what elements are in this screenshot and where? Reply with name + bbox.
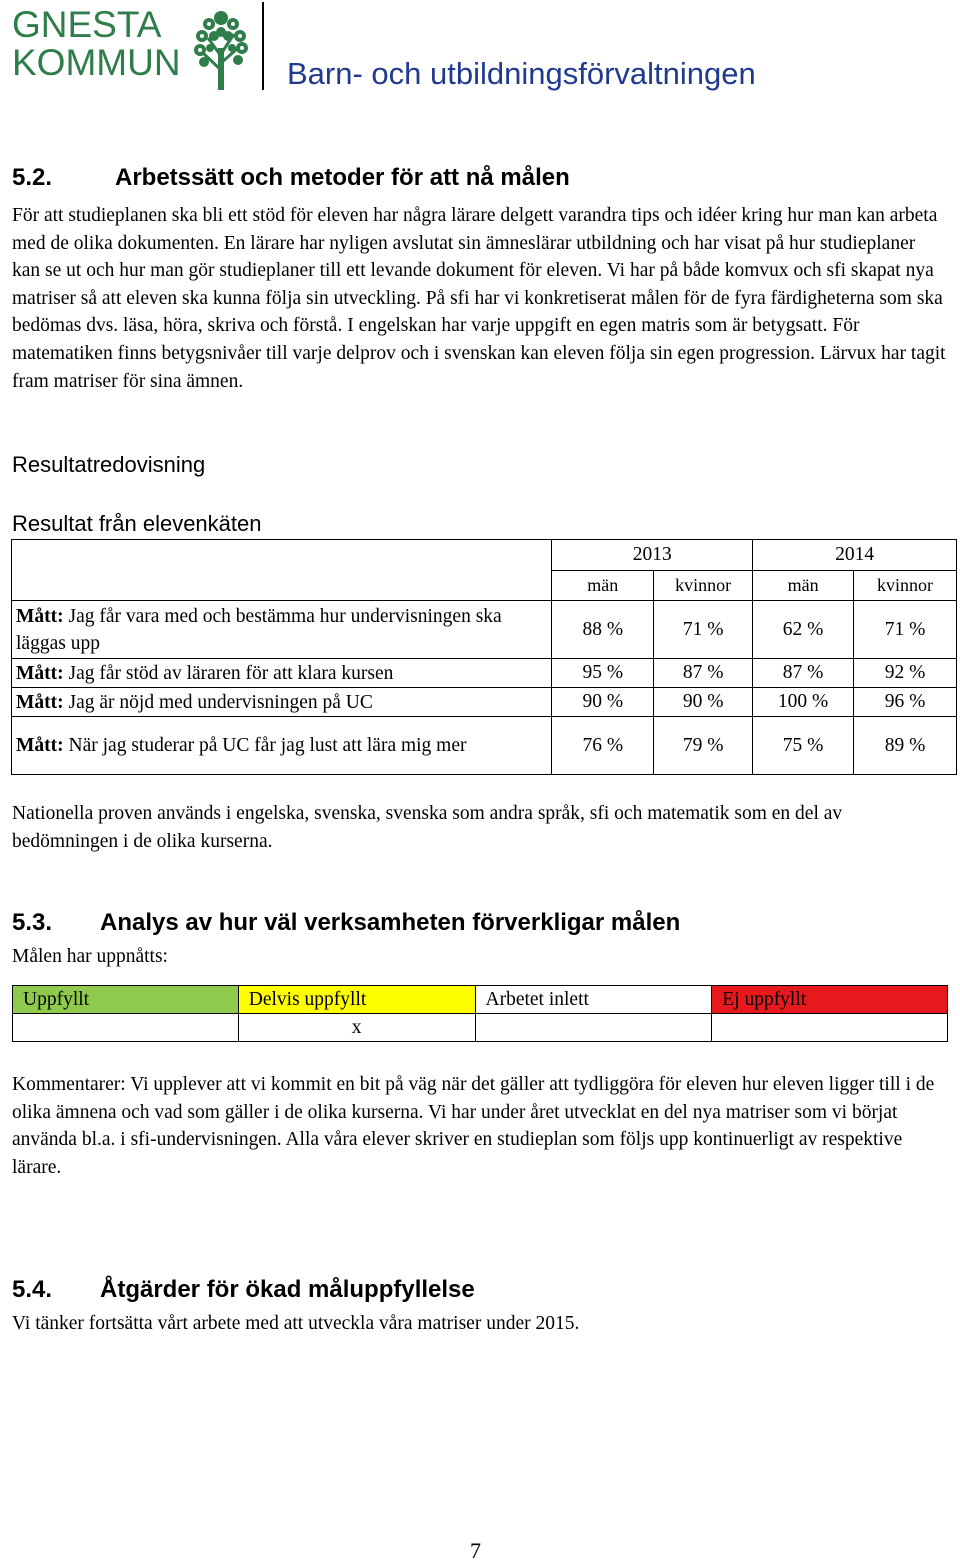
subheader-cell: män: [552, 571, 654, 601]
section-title: Analys av hur väl verksamheten förverkligar målen: [100, 909, 681, 936]
status-mark-cell: x: [238, 1014, 475, 1042]
measure-prefix: Mått:: [16, 691, 64, 713]
value-cell: 87 %: [654, 659, 753, 688]
subheader-cell: kvinnor: [654, 571, 753, 601]
measure-prefix: Mått:: [16, 662, 64, 684]
national-tests-note: Nationella proven används i engelska, svenska, svenska som andra språk, sfi och matematik som en del av bedömningen i de olika kurserna.: [12, 803, 843, 852]
table-row: [12, 717, 957, 775]
question-cell: [12, 717, 552, 775]
value-cell: 90 %: [654, 688, 753, 717]
table-subheader-row: [12, 571, 957, 601]
section-number: 5.3.: [12, 909, 53, 936]
section-5-2-heading: [12, 164, 570, 192]
goals-intro: Målen har uppnåtts:: [12, 946, 168, 967]
question-cell: [12, 688, 552, 717]
survey-results-table: [11, 539, 957, 775]
year-header: 2013: [552, 540, 753, 571]
question-text: Jag är nöjd med undervisningen på UC: [68, 691, 373, 713]
survey-subheading: Resultat från elevenkäten: [12, 511, 262, 536]
page-number: 7: [470, 1538, 481, 1563]
section-5-4-body: Vi tänker fortsätta vårt arbete med att utveckla våra matriser under 2015.: [12, 1313, 580, 1334]
measure-prefix: Mått:: [16, 735, 64, 756]
status-mark-cell: [475, 1014, 712, 1042]
table-row: [12, 601, 957, 659]
question-text: Jag får stöd av läraren för att klara kursen: [68, 662, 394, 684]
value-cell: 75 %: [753, 717, 854, 775]
section-5-3-heading: [12, 909, 680, 937]
subheader-empty-cell: [12, 571, 552, 601]
tree-icon: [194, 8, 248, 90]
question-cell: [12, 601, 552, 659]
value-cell: 92 %: [854, 659, 957, 688]
table-header-row: [12, 540, 957, 571]
question-text: Jag får vara med och bestämma hur undervisningen ska läggas upp: [16, 605, 502, 654]
value-cell: 76 %: [552, 717, 654, 775]
status-mark-row: [13, 1014, 948, 1042]
status-mark-cell: [712, 1014, 948, 1042]
header-divider: [262, 2, 264, 90]
section-number: 5.4.: [12, 1276, 53, 1303]
logo-line-2: KOMMUN: [12, 42, 181, 83]
header-empty-cell: [12, 540, 552, 571]
status-fulfilled: Uppfyllt: [13, 986, 239, 1014]
value-cell: 90 %: [552, 688, 654, 717]
department-title: Barn- och utbildningsförvaltningen: [287, 56, 756, 91]
table-row: [12, 659, 957, 688]
question-cell: [12, 659, 552, 688]
status-not-fulfilled: Ej uppfyllt: [712, 986, 948, 1014]
table-row: [12, 688, 957, 717]
section-5-3-comment: Kommentarer: Vi upplever att vi kommit en bit på väg när det gäller att tydliggöra för eleven hur eleven ligger till i de olika ämnena och vad som gäller i de olika kurserna. Vi har under året utvecklat en del nya matriser som vi börjat använda bl.a. i sfi-undervisningen. Alla våra elever skriver en studieplan som följs upp kontinuerligt av respektive lärare.: [12, 1074, 935, 1178]
section-title: Arbetssätt och metoder för att nå målen: [115, 164, 570, 191]
logo-wordmark: [12, 6, 181, 82]
subheader-cell: kvinnor: [854, 571, 957, 601]
section-number: 5.2.: [12, 164, 53, 191]
section-5-4-heading: [12, 1276, 475, 1304]
question-text: När jag studerar på UC får jag lust att lära mig mer: [68, 735, 467, 756]
goal-status-table: [12, 985, 948, 1042]
value-cell: 96 %: [854, 688, 957, 717]
value-cell: 100 %: [753, 688, 854, 717]
logo-line-1: GNESTA: [12, 4, 162, 45]
gnesta-kommun-logo: [12, 6, 252, 92]
measure-prefix: Mått:: [16, 605, 64, 627]
value-cell: 79 %: [654, 717, 753, 775]
value-cell: 95 %: [552, 659, 654, 688]
status-mark-cell: [13, 1014, 239, 1042]
subheader-cell: män: [753, 571, 854, 601]
status-label-row: [13, 986, 948, 1014]
section-title: Åtgärder för ökad måluppfyllelse: [100, 1276, 475, 1303]
results-subheading: Resultatredovisning: [12, 452, 206, 477]
value-cell: 62 %: [753, 601, 854, 659]
value-cell: 89 %: [854, 717, 957, 775]
value-cell: 88 %: [552, 601, 654, 659]
section-5-2-body: För att studieplanen ska bli ett stöd för eleven har några lärare delgett varandra tips och idéer kring hur man kan arbeta med de olika dokumenten. En lärare har nyligen avslutat sin ämneslärar utbildning och har visat på hur studieplaner kan se ut och hur man gör studieplaner till ett levande dokument för eleven. Vi har på både komvux och sfi skapat nya matriser så att eleven ska kunna följa sin utveckling. På sfi har vi konkretiserat målen för de fyra färdigheterna som ska bedömas dvs. läsa, höra, skriva och förstå. I engelskan har varje uppgift en egen matris som är betygsatt. För matematiken finns betygsnivåer till varje delprov och i svenskan kan eleven följa sin egen progression. Lärvux har tagit fram matriser för sina ämnen.: [12, 205, 946, 392]
value-cell: 71 %: [854, 601, 957, 659]
status-work-started: Arbetet inlett: [475, 986, 712, 1014]
value-cell: 71 %: [654, 601, 753, 659]
value-cell: 87 %: [753, 659, 854, 688]
status-partially-fulfilled: Delvis uppfyllt: [238, 986, 475, 1014]
year-header: 2014: [753, 540, 957, 571]
